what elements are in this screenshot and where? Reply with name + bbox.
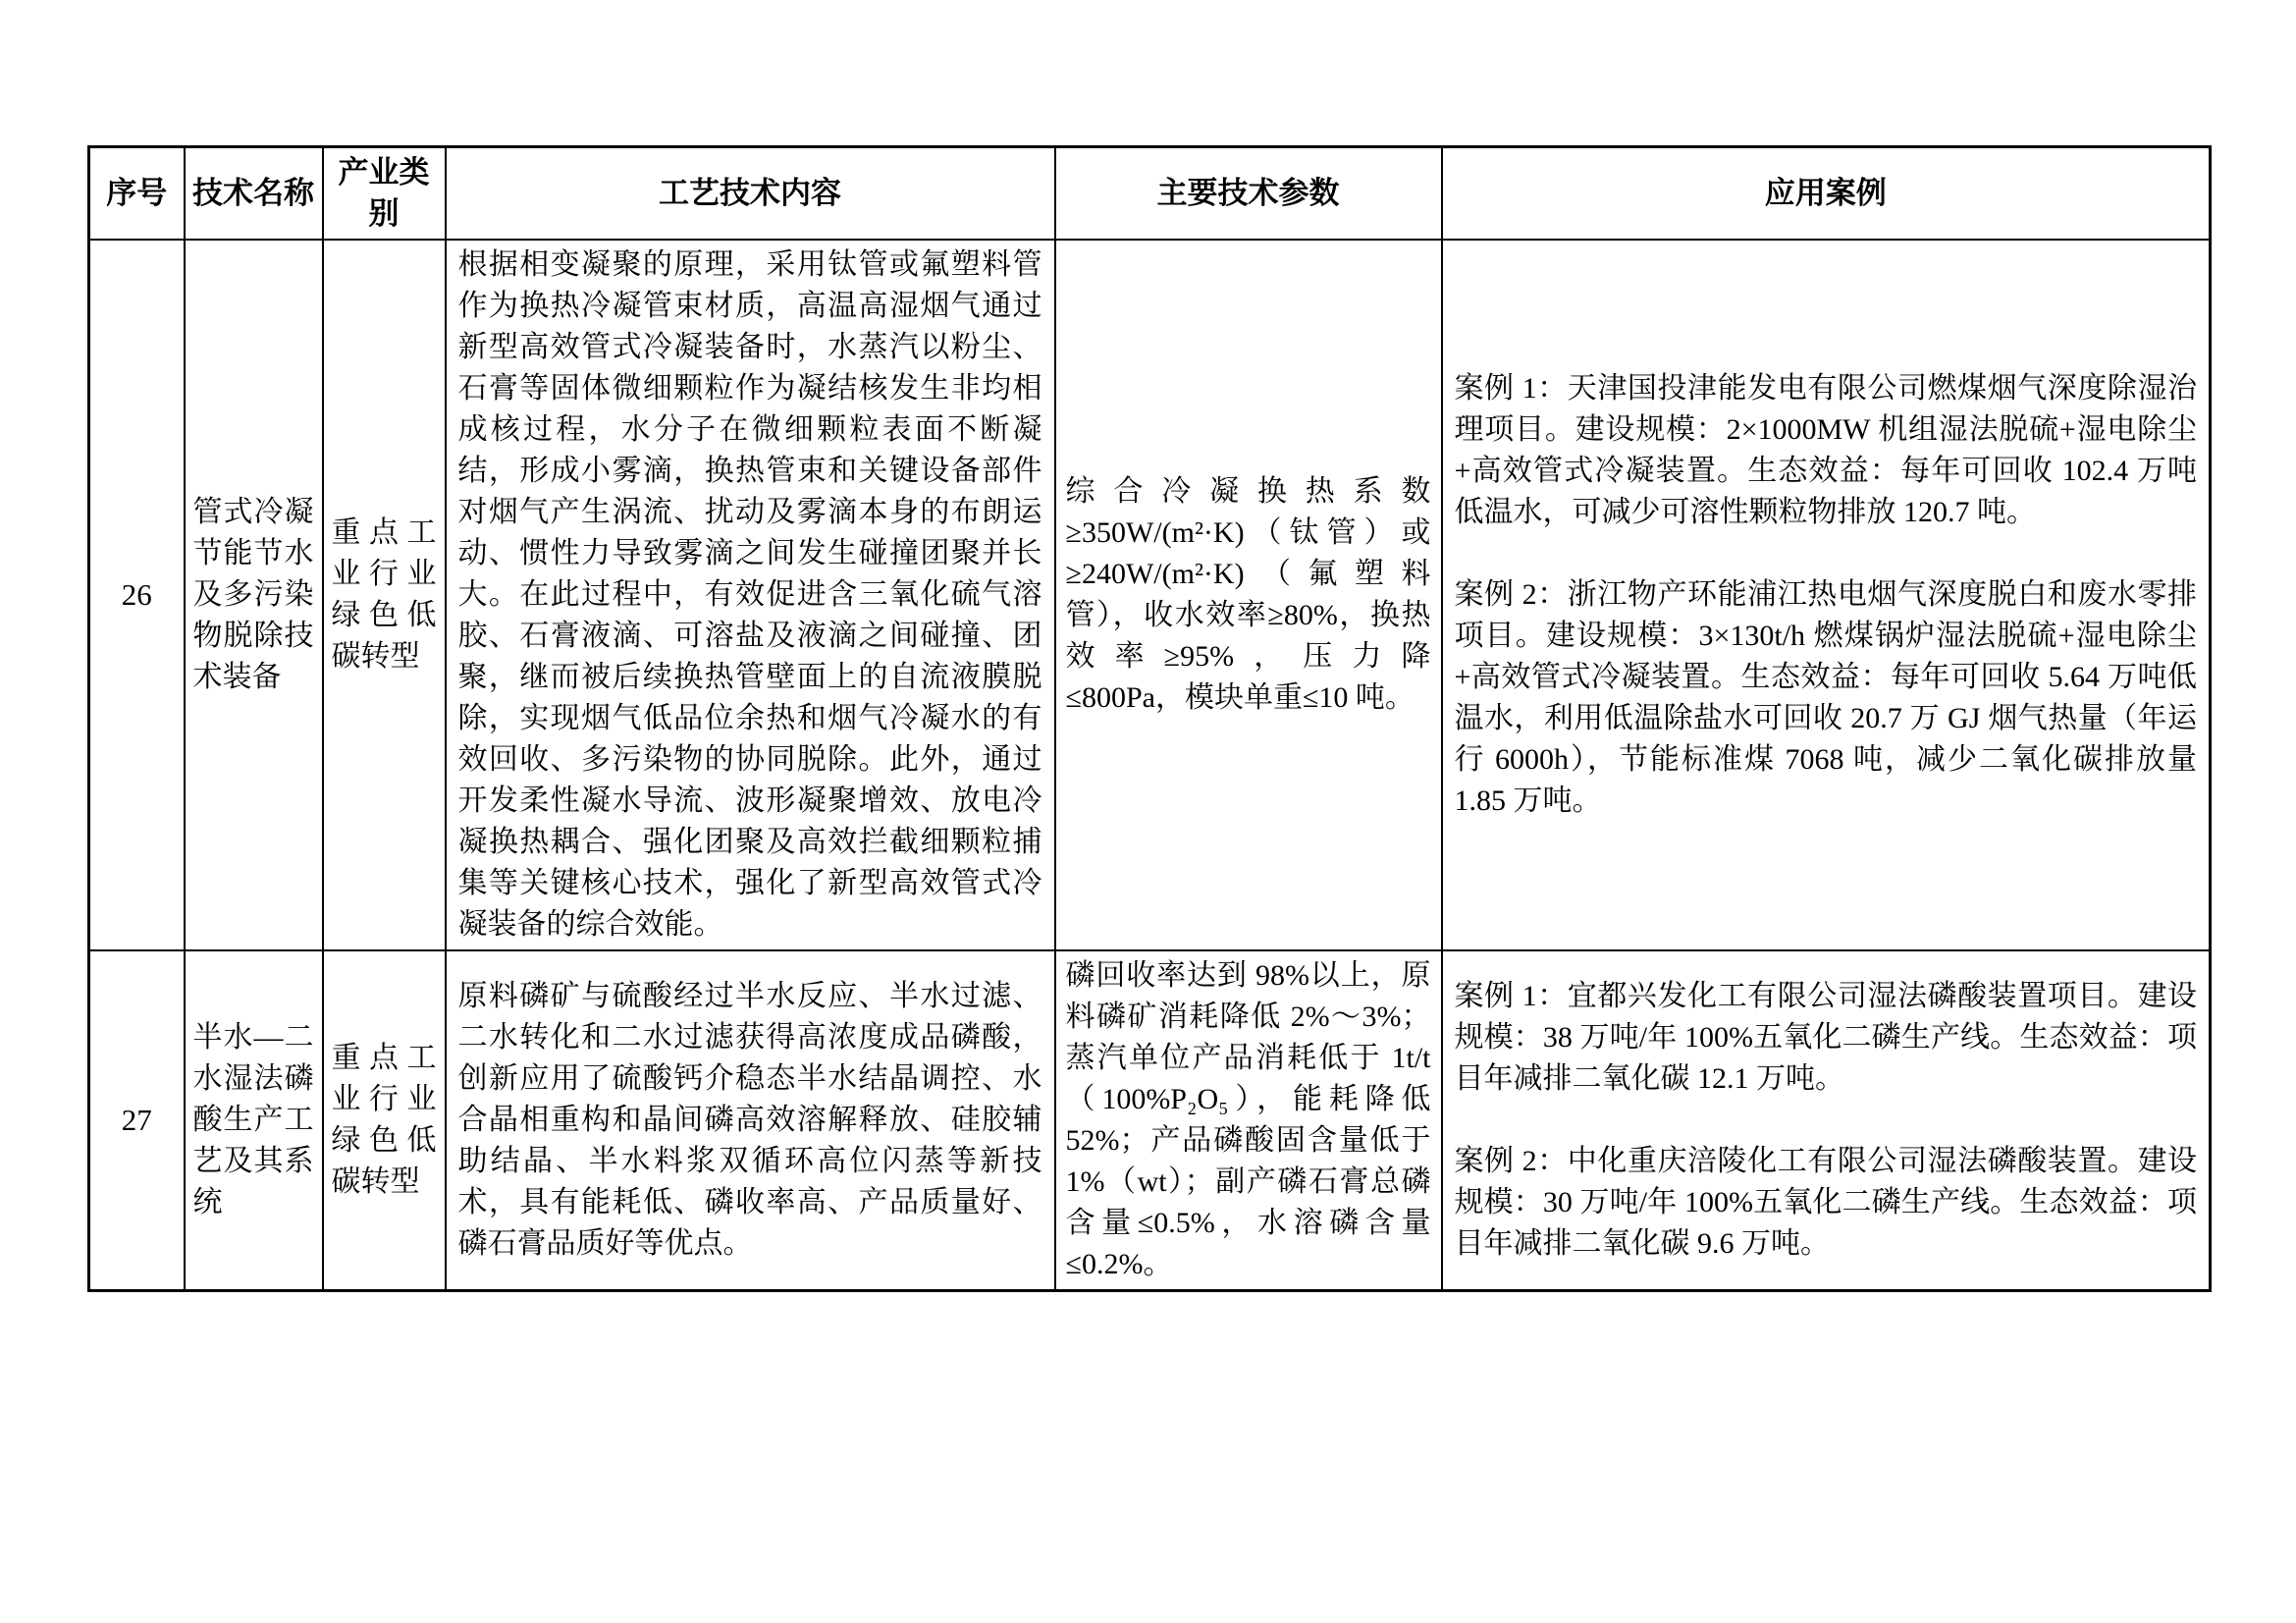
technology-name-cell: 管式冷凝节能节水及多污染物脱除技术装备: [185, 240, 323, 950]
table-row: [89, 950, 2211, 1291]
industry-category-cell: 重点工业行业绿色低碳转型: [323, 950, 446, 1291]
main-parameters-cell: 磷回收率达到 98%以上，原料磷矿消耗降低 2%～3%；蒸汽单位产品消耗低于 1t/t（100%P₂O₅），能耗降低 52%；产品磷酸固含量低于 1%（wt）；副产磷石膏总磷含量≤0.5%，水溶磷含量≤0.2%。: [1055, 950, 1442, 1291]
col-header-process-content: 工艺技术内容: [446, 147, 1055, 241]
process-content-cell: 根据相变凝聚的原理，采用钛管或氟塑料管作为换热冷凝管束材质，高温高湿烟气通过新型高效管式冷凝装备时，水蒸汽以粉尘、石膏等固体微细颗粒作为凝结核发生非均相成核过程，水分子在微细颗粒表面不断凝结，形成小雾滴，换热管束和关键设备部件对烟气产生涡流、扰动及雾滴本身的布朗运动、惯性力导致雾滴之间发生碰撞团聚并长大。在此过程中，有效促进含三氧化硫气溶胶、石膏液滴、可溶盐及液滴之间碰撞、团聚，继而被后续换热管壁面上的自流液膜脱除，实现烟气低品位余热和烟气冷凝水的有效回收、多污染物的协同脱除。此外，通过开发柔性凝水导流、波形凝聚增效、放电冷凝换热耦合、强化团聚及高效拦截细颗粒捕集等关键核心技术，强化了新型高效管式冷凝装备的综合效能。: [446, 240, 1055, 950]
col-header-technology-name: 技术名称: [185, 147, 323, 241]
technology-table: [87, 145, 2212, 1292]
case-paragraph: 案例 1：天津国投津能发电有限公司燃煤烟气深度除湿治理项目。建设规模：2×1000MW 机组湿法脱硫+湿电除尘+高效管式冷凝装置。生态效益：每年可回收 102.4 万吨低温水，可减少可溶性颗粒物排放 120.7 吨。: [1454, 372, 2197, 528]
technology-name-cell: 半水—二水湿法磷酸生产工艺及其系统: [185, 950, 323, 1291]
industry-category-cell: 重点工业行业绿色低碳转型: [323, 240, 446, 950]
table-row: [89, 240, 2211, 950]
case-paragraph: 案例 2：中化重庆涪陵化工有限公司湿法磷酸装置。建设规模：30 万吨/年 100%五氧化二磷生产线。生态效益：项目年减排二氧化碳 9.6 万吨。: [1454, 1145, 2197, 1260]
application-cases-cell: [1442, 950, 2211, 1291]
process-content-cell: 原料磷矿与硫酸经过半水反应、半水过滤、二水转化和二水过滤获得高浓度成品磷酸，创新应用了硫酸钙介稳态半水结晶调控、水合晶相重构和晶间磷高效溶解释放、硅胶辅助结晶、半水料浆双循环高位闪蒸等新技术，具有能耗低、磷收率高、产品质量好、磷石膏品质好等优点。: [446, 950, 1055, 1291]
case-paragraph: 案例 1：宜都兴发化工有限公司湿法磷酸装置项目。建设规模：38 万吨/年 100%五氧化二磷生产线。生态效益：项目年减排二氧化碳 12.1 万吨。: [1454, 980, 2197, 1095]
col-header-industry-category: 产业类别: [323, 147, 446, 241]
application-cases-cell: [1442, 240, 2211, 950]
col-header-serial-number: 序号: [89, 147, 185, 241]
main-parameters-cell: 综合冷凝换热系数≥350W/(m²·K)（钛管）或≥240W/(m²·K)（氟塑料管），收水效率≥80%，换热效率≥95%，压力降≤800Pa，模块单重≤10 吨。: [1055, 240, 1442, 950]
col-header-application-cases: 应用案例: [1442, 147, 2211, 241]
col-header-main-parameters: 主要技术参数: [1055, 147, 1442, 241]
serial-number-cell: 26: [89, 240, 185, 950]
case-paragraph: 案例 2：浙江物产环能浦江热电烟气深度脱白和废水零排项目。建设规模：3×130t/h 燃煤锅炉湿法脱硫+湿电除尘+高效管式冷凝装置。生态效益：每年可回收 5.64 万吨低温水，利用低温除盐水可回收 20.7 万 GJ 烟气热量（年运行 6000h），节能标准煤 7068 吨，减少二氧化碳排放量 1.85 万吨。: [1454, 578, 2197, 817]
table-header-row: [89, 147, 2211, 241]
serial-number-cell: 27: [89, 950, 185, 1291]
